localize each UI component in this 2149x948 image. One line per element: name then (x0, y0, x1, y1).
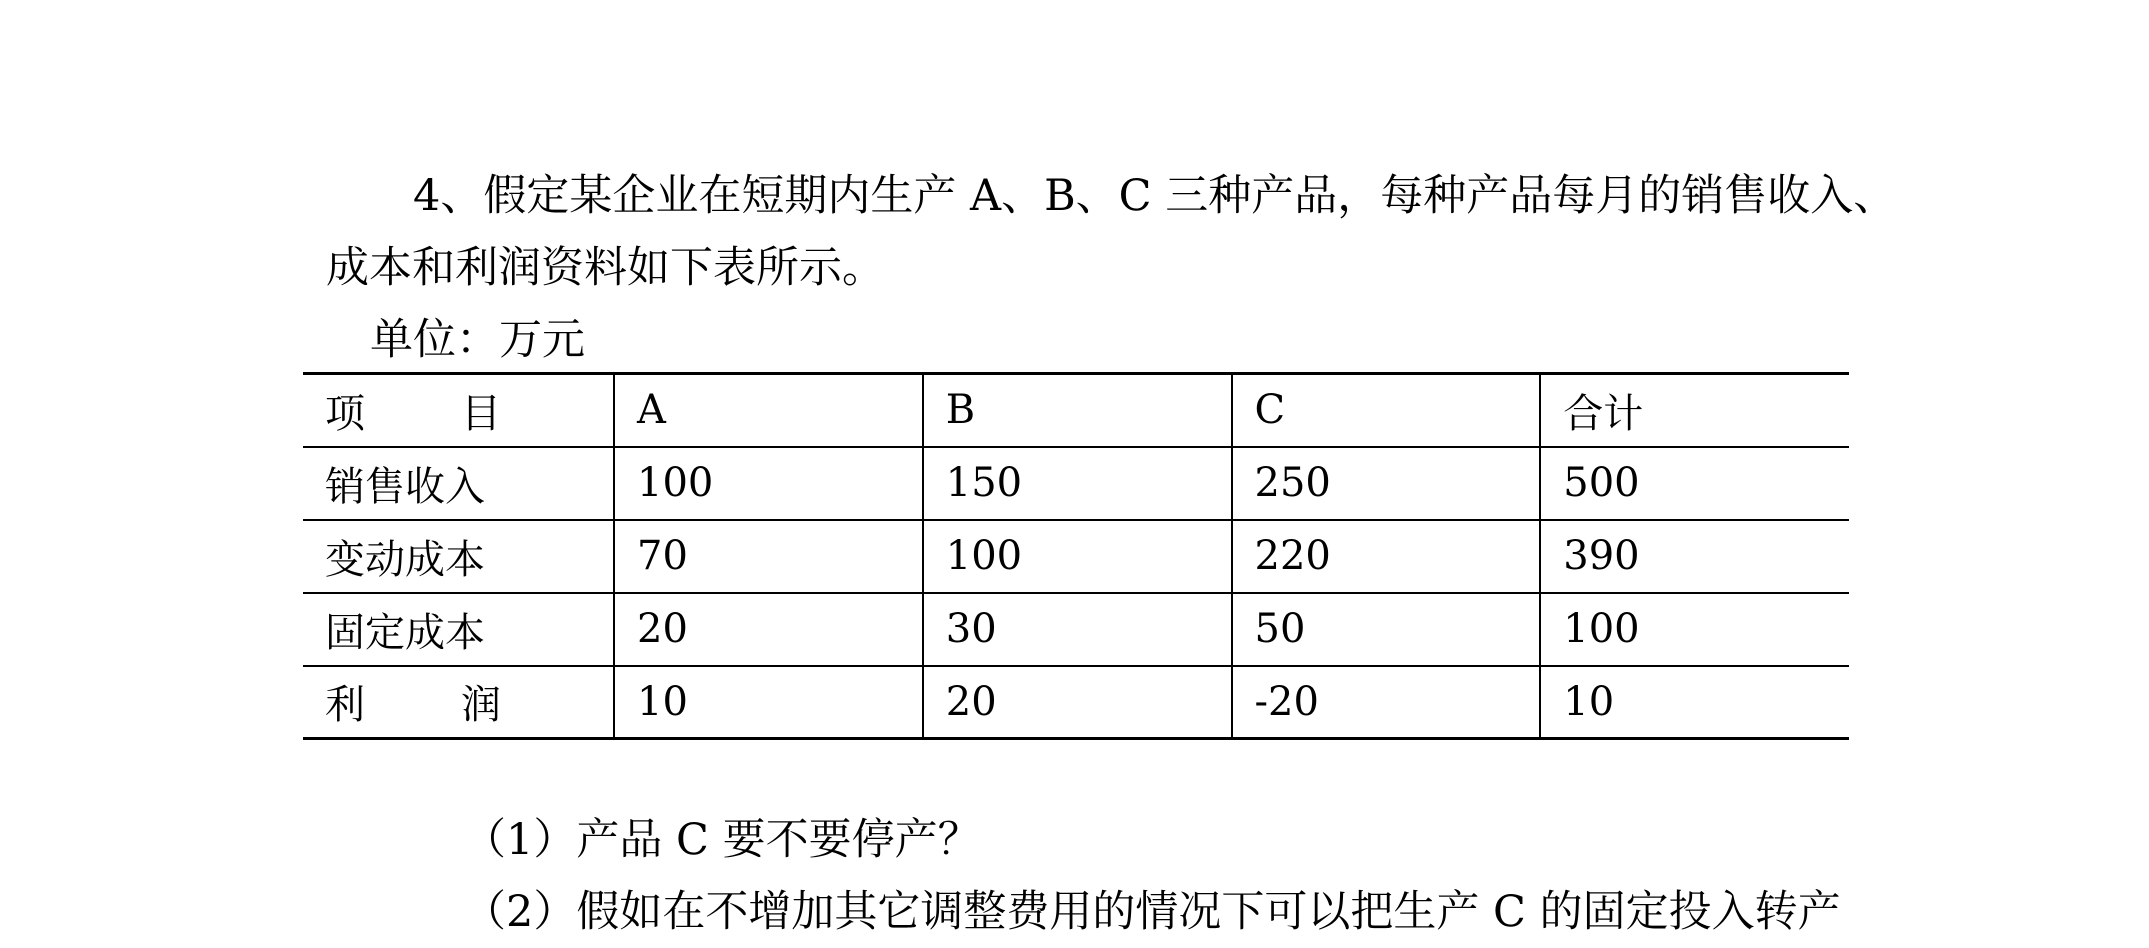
header-product-b: B (923, 374, 1232, 447)
question-2: （2）假如在不增加其它调整费用的情况下可以把生产 C 的固定投入转产 (463, 887, 1841, 937)
table-cell: -20 (1232, 666, 1541, 739)
table-cell: 50 (1232, 593, 1541, 666)
header-product-c: C (1232, 374, 1541, 447)
row-label-profit: 利 润 (303, 666, 614, 739)
table-cell: 390 (1540, 520, 1849, 593)
header-item: 项 目 (303, 374, 614, 447)
row-label-sales-revenue: 销售收入 (303, 447, 614, 520)
table-cell: 250 (1232, 447, 1541, 520)
product-data-table (303, 372, 1849, 740)
table-row (303, 666, 1849, 739)
problem-intro-line-2: 成本和利润资料如下表所示。 (326, 243, 885, 293)
table-row (303, 593, 1849, 666)
unit-label: 单位：万元 (370, 315, 585, 365)
table-cell: 20 (614, 593, 923, 666)
question-1: （1）产品 C 要不要停产？ (463, 815, 981, 865)
problem-intro-line-1: 4、假定某企业在短期内生产 A、B、C 三种产品，每种产品每月的销售收入、 (413, 171, 1897, 221)
table-cell: 10 (1540, 666, 1849, 739)
row-label-variable-cost: 变动成本 (303, 520, 614, 593)
header-total: 合计 (1540, 374, 1849, 447)
table-row (303, 447, 1849, 520)
table-cell: 30 (923, 593, 1232, 666)
table-header-row (303, 374, 1849, 447)
table-row (303, 520, 1849, 593)
table-cell: 100 (614, 447, 923, 520)
table-cell: 100 (1540, 593, 1849, 666)
table-cell: 20 (923, 666, 1232, 739)
table-cell: 220 (1232, 520, 1541, 593)
header-product-a: A (614, 374, 923, 447)
table-cell: 10 (614, 666, 923, 739)
table-cell: 100 (923, 520, 1232, 593)
table-cell: 150 (923, 447, 1232, 520)
table-cell: 500 (1540, 447, 1849, 520)
table-cell: 70 (614, 520, 923, 593)
row-label-fixed-cost: 固定成本 (303, 593, 614, 666)
